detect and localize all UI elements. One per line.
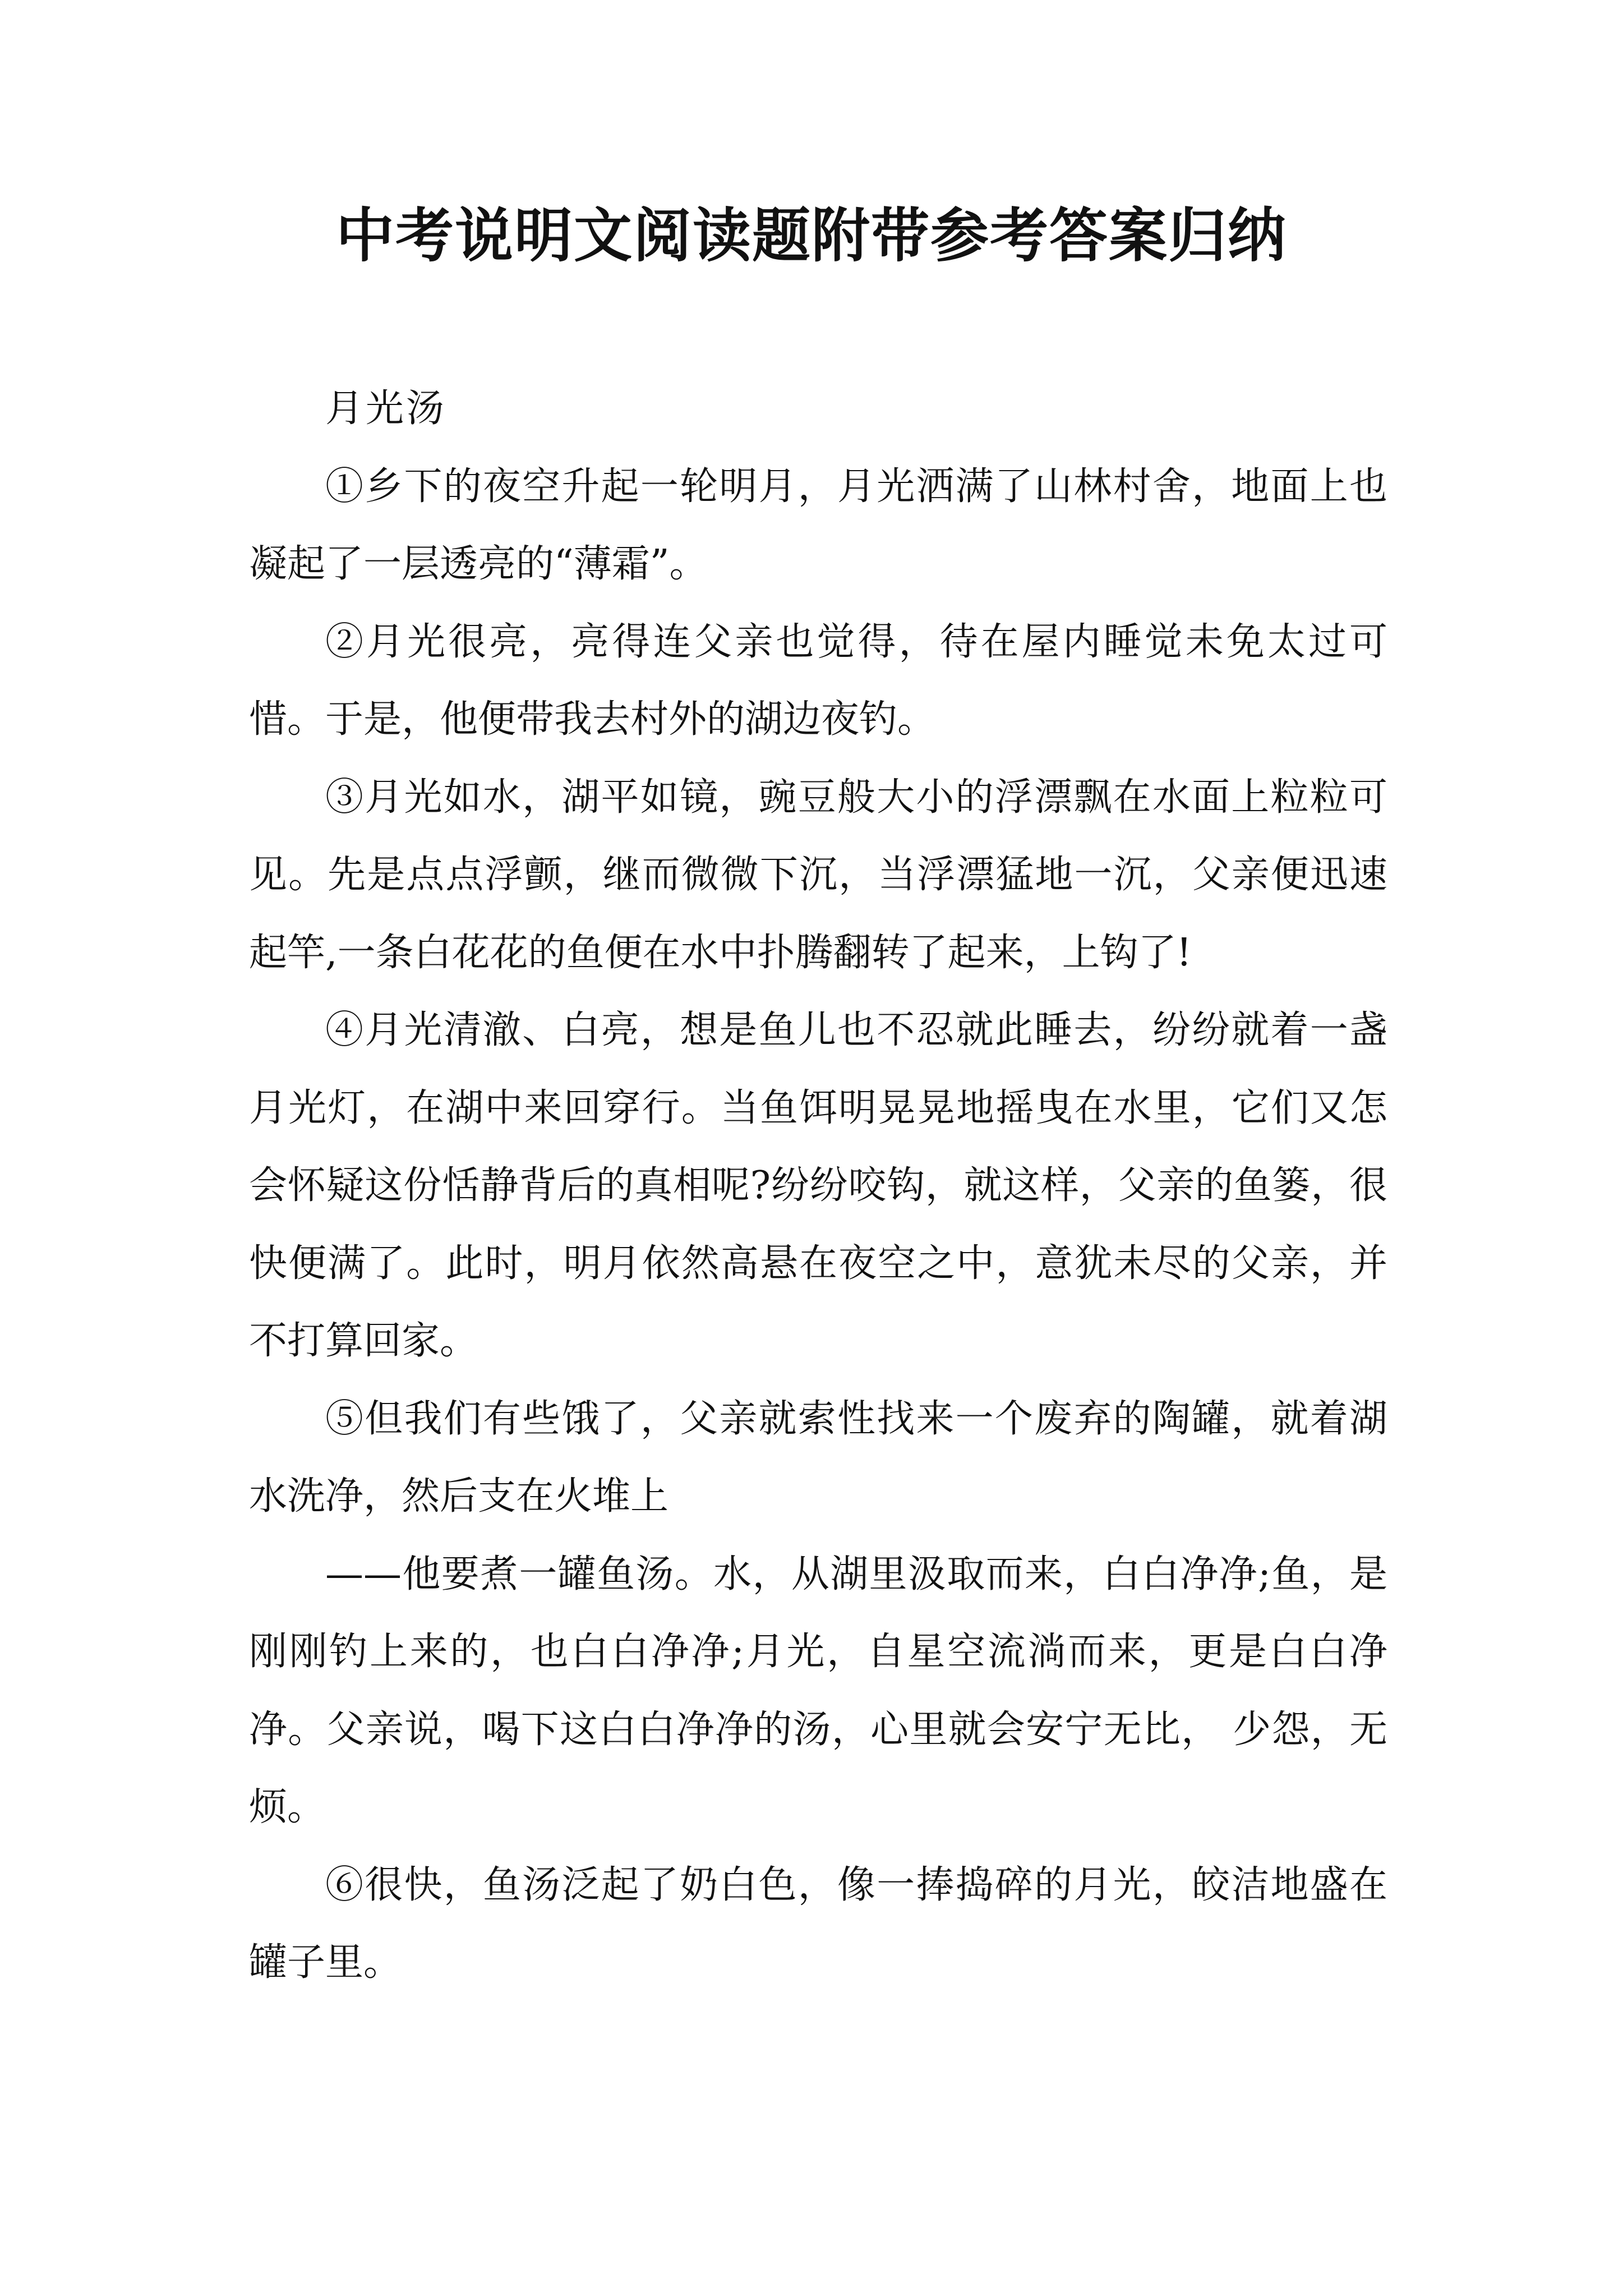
paragraph-2: ②月光很亮，亮得连父亲也觉得，待在屋内睡觉未免太过可惜。于是，他便带我去村外的湖边夜钓。 (249, 619, 1387, 742)
paragraph-6: ⑥很快，鱼汤泛起了奶白色，像一捧捣碎的月光，皎洁地盛在罐子里。 (249, 1862, 1387, 1985)
paragraph-3: ③月光如水，湖平如镜，豌豆般大小的浮漂飘在水面上粒粒可见。先是点点浮颤，继而微微下沉，当浮漂猛地一沉，父亲便迅速起竿,一条白花花的鱼便在水中扑腾翻转了起来，上钩了! (249, 775, 1387, 975)
paragraph-1: ①乡下的夜空升起一轮明月，月光洒满了山林村舍，地面上也凝起了一层透亮的“薄霜”。 (249, 464, 1387, 586)
paragraph-5: ⑤但我们有些饿了，父亲就索性找来一个废弃的陶罐，就着湖水洗净，然后支在火堆上 (249, 1396, 1387, 1519)
paragraph-5-continued: ——他要煮一罐鱼汤。水，从湖里汲取而来，白白净净;鱼，是刚刚钓上来的，也白白净净;月光，自星空流淌而来，更是白白净净。父亲说，喝下这白白净净的汤，心里就会安宁无比， 少怨，无烦。 (249, 1552, 1387, 1829)
paragraph-4: ④月光清澈、白亮，想是鱼儿也不忍就此睡去，纷纷就着一盏月光灯，在湖中来回穿行。当鱼饵明晃晃地摇曳在水里，它们又怎会怀疑这份恬静背后的真相呢?纷纷咬钩，就这样，父亲的鱼篓，很快便满了。此时，明月依然高悬在夜空之中，意犹未尽的父亲，并不打算回家。 (249, 1008, 1387, 1363)
article-body (249, 370, 1387, 2002)
article-title: 月光汤 (325, 386, 447, 431)
page-title: 中考说明文阅读题附带参考答案归纳 (335, 201, 1287, 270)
